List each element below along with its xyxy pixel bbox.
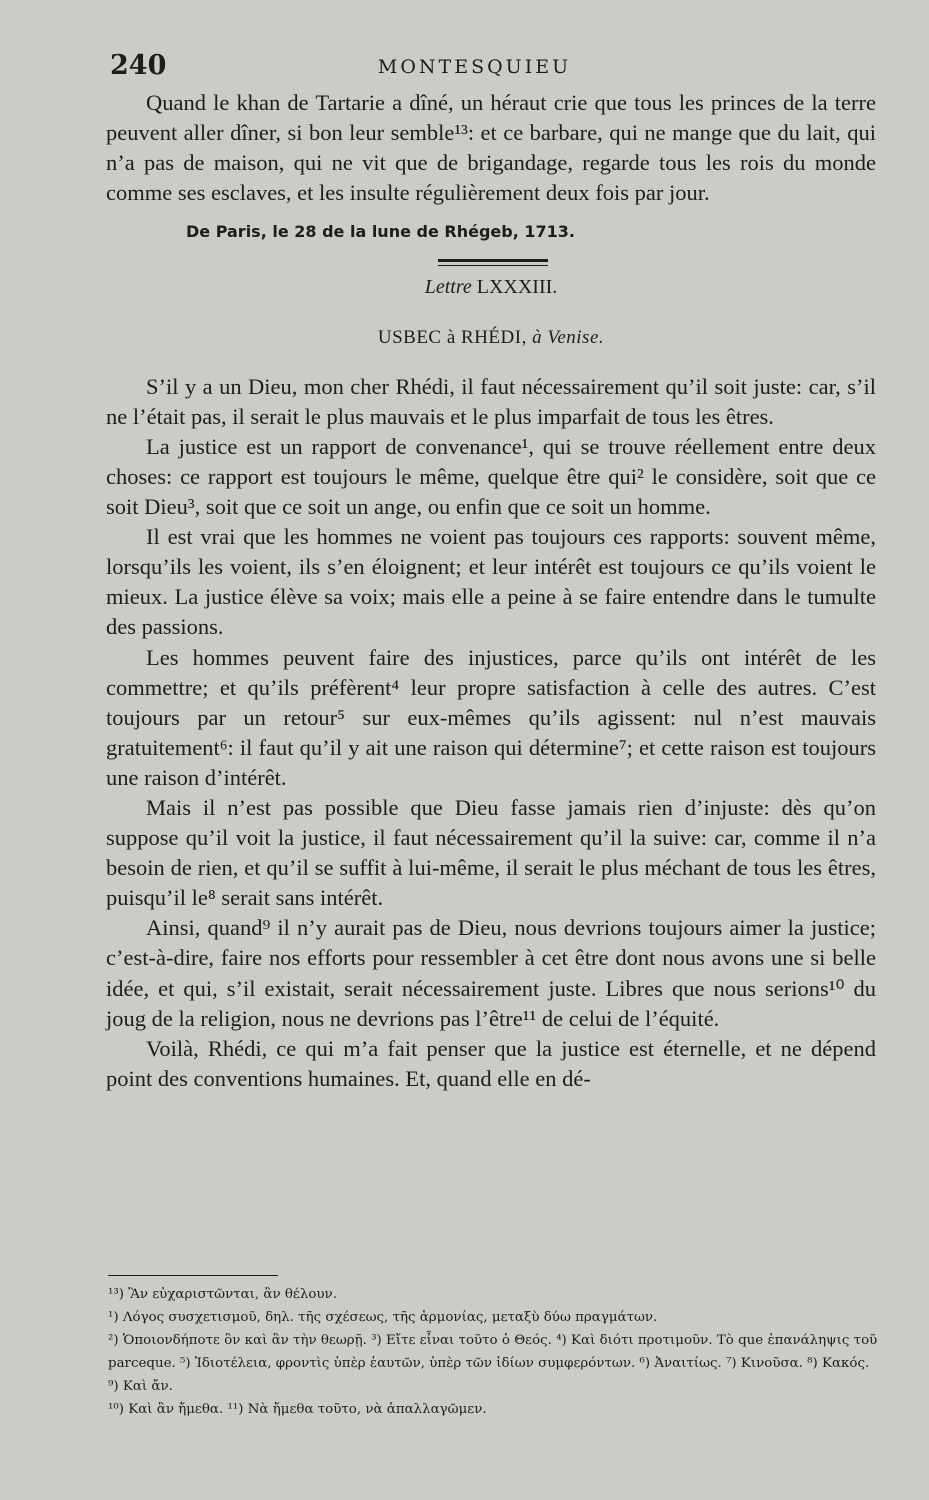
footnote: ¹⁰) Καὶ ἂν ἤμεθα. ¹¹) Νὰ ἤμεθα τοῦτο, νὰ ἀπαλλαγῶμεν. [108, 1402, 487, 1417]
letter-paragraph: Mais il n’est pas possible que Dieu fasse jamais rien d’injuste: dès qu’on suppose qu’il voit la justice, il faut nécessairement qu’il la suive: car, comme il n’a besoin de rien, et qu’il se suffit à lui-même, il serait le plus méchant de tous les êtres, puisqu’il le⁸ serait sans intérêt. [106, 794, 876, 911]
letter-paragraph: Les hommes peuvent faire des injustices, parce qu’ils ont intérêt de les commettre; et qu’ils préfèrent⁴ leur propre satisfaction à celle des autres. C’est toujours par un retour⁵ sur eux-mêmes qu’ils agissent: nul n’est mauvais gratuitement⁶: il faut qu’il y ait une raison qui détermine⁷; et cette raison est toujours une raison d’intérêt. [106, 644, 876, 790]
section-divider [438, 259, 548, 266]
letter-paragraph: Ainsi, quand⁹ il n’y aurait pas de Dieu, nous devrions toujours aimer la justice; c’est-à-dire, faire nos efforts pour ressembler à cet être dont nous avons une si belle idée, et qui, s’il existait, serait nécessairement juste. Libres que nous serions¹⁰ du joug de la religion, nous ne devrions pas l’être¹¹ de celui de l’équité. [106, 915, 876, 1031]
opening-paragraph: Quand le khan de Tartarie a dîné, un héraut crie que tous les princes de la terre peuvent aller dîner, si bon leur semble¹³: et ce barbare, qui ne mange que du lait, qui n’a pas de maison, qui ne vit que de brigandage, regarde tous les rois du monde comme ses esclaves, et les insulte régulièrement deux fois par jour. [106, 90, 876, 206]
letter-body [106, 372, 876, 1094]
main-text [106, 88, 876, 1094]
letter-number: LXXXIII. [476, 276, 558, 299]
letter-paragraph: S’il y a un Dieu, mon cher Rhédi, il faut nécessairement qu’il soit juste: car, s’il ne l’était pas, il serait le plus mauvais et le plus imparfait de tous les êtres. [106, 373, 876, 429]
dateline: De Paris, le 28 de la lune de Rhégeb, 1713. [186, 222, 575, 242]
letter-paragraph: La justice est un rapport de convenance¹, qui se trouve réellement entre deux choses: ce rapport est toujours le même, quelque être qui² le considère, soit que ce soit Dieu³, soit que ce soit un ange, ou enfin que ce soit un homme. [106, 433, 876, 520]
running-head: MONTESQUIEU [377, 56, 572, 78]
page-header [110, 50, 839, 90]
letter-title [106, 272, 876, 302]
letter-sender-recipient: USBEC à RHÉDI, [377, 326, 527, 348]
footnotes [108, 1283, 878, 1421]
page-number: 240 [110, 50, 167, 81]
footnote: ¹) Λόγος συσχετισμοῦ, δηλ. τῆς σχέσεως, τῆς ἁρμονίας, μεταξὺ δύω πραγμάτων. [108, 1310, 658, 1325]
footnote-rule [108, 1275, 278, 1276]
letter-paragraph: Il est vrai que les hommes ne voient pas toujours ces rapports: souvent même, lorsqu’ils les voient, ils s’en éloignent; et leur intérêt est toujours ce qu’ils voient le mieux. La justice élève sa voix; mais elle a peine à se faire entendre dans le tumulte des passions. [106, 524, 876, 640]
letter-place: à Venise. [532, 326, 605, 348]
letter-paragraph: Voilà, Rhédi, ce qui m’a fait penser que la justice est éternelle, et ne dépend point des conventions humaines. Et, quand elle en dé- [106, 1035, 876, 1091]
footnote: ¹³) Ἂν εὐχαριστῶνται, ἂν θέλουν. [108, 1287, 337, 1302]
letter-address [106, 323, 876, 353]
letter-title-word: Lettre [424, 276, 472, 299]
footnote: ²) Ὁποιονδήποτε ὂν καὶ ἂν τὴν θεωρῇ. ³) Εἴτε εἶναι τοῦτο ὁ Θεός. ⁴) Καὶ διότι προτιμοῦν. Τὸ que ἐπανάληψις τοῦ parceque. ⁵) Ἰδιοτέλεια, φροντὶς ὑπὲρ ἑαυτῶν, ὑπὲρ τῶν ἰδίων συμφερόντων. ⁶) Ἀναιτίως. ⁷) Κινοῦσα. ⁸) Κακός. ⁹) Καὶ ἄν. [108, 1333, 878, 1394]
